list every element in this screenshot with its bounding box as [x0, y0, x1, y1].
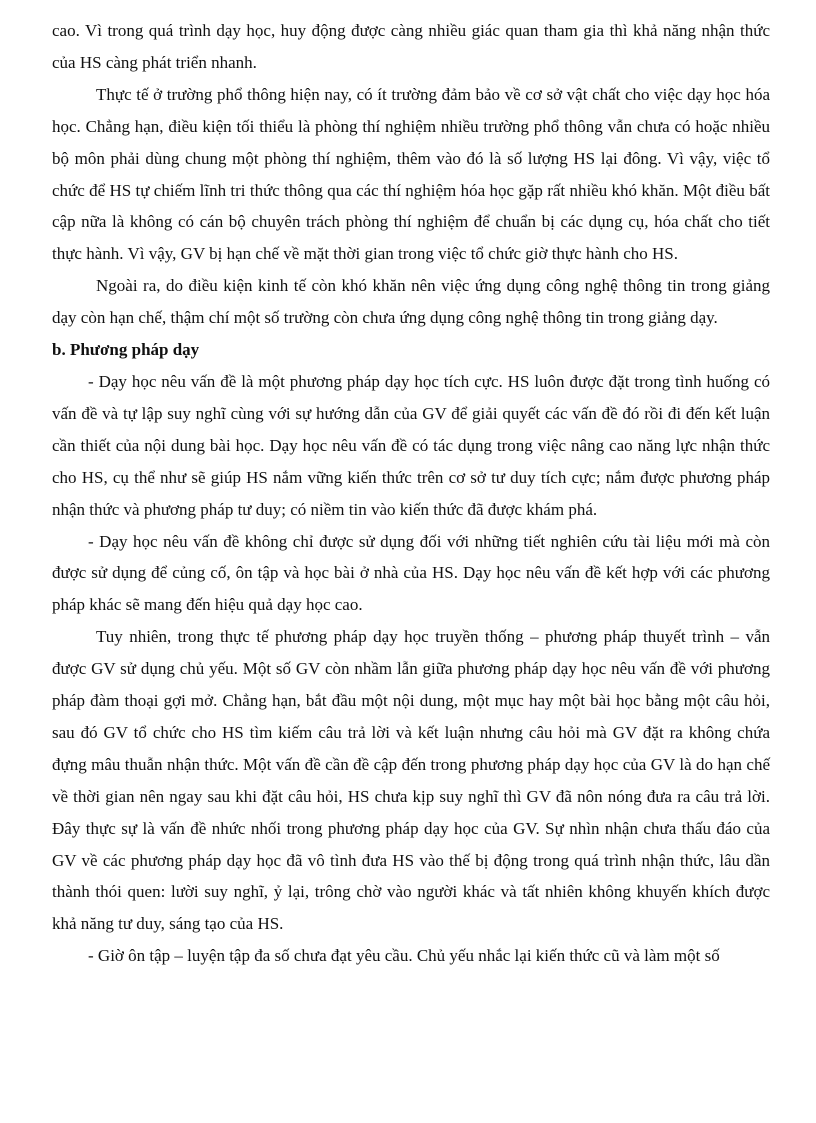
section-heading: b. Phương pháp dạy — [52, 340, 200, 360]
body-paragraph-facilities: Thực tế ở trường phổ thông hiện nay, có ít trường đảm bảo về cơ sở vật chất cho việc dạy học hóa học. Chẳng hạn, điều kiện tối thiểu là phòng thí nghiệm nhiều trường phổ thông vẫn chưa có hoặc nhiều bộ môn phải dùng chung một phòng thí nghiệm, thêm vào đó là số lượng HS lại đông. Vì vậy, việc tổ chức để HS tự chiếm lĩnh tri thức thông qua các thí nghiệm hóa học gặp rất nhiều khó khăn. Một điều bất cập nữa là không có cán bộ chuyên trách phòng thí nghiệm để chuẩn bị các dụng cụ, hóa chất cho tiết thực hành. Vì vậy, GV bị hạn chế về mặt thời gian trong việc tổ chức giờ thực hành cho HS. — [52, 84, 770, 264]
body-paragraph-reality: Tuy nhiên, trong thực tế phương pháp dạy học truyền thống – phương pháp thuyết trình – vẫn được GV sử dụng chủ yếu. Một số GV còn nhầm lẫn giữa phương pháp dạy học nêu vấn đề với phương pháp đàm thoại gợi mở. Chẳng hạn, bắt đầu một nội dung, một mục hay một bài học bằng một câu hỏi, sau đó GV tổ chức cho HS tìm kiếm câu trả lời và kết luận nhưng câu hỏi mà GV đặt ra không chứa đựng mâu thuẫn nhận thức. Một vấn đề cần đề cập đến trong phương pháp dạy học của GV là do hạn chế về thời gian nên ngay sau khi đặt câu hỏi, HS chưa kịp suy nghĩ thì GV đã nôn nóng đưa ra câu trả lời. Đây thực sự là vấn đề nhức nhối trong phương pháp dạy học của GV. Sự nhìn nhận chưa thấu đáo của GV về các phương pháp dạy học đã vô tình đưa HS vào thế bị động trong quá trình nhận thức, lâu dần thành thói quen: lười suy nghĩ, ỷ lại, trông chờ vào người khác và tất nhiên không khuyến khích được khả năng tư duy, sáng tạo của HS. — [52, 627, 770, 934]
dash-paragraph-usage: - Dạy học nêu vấn đề không chỉ được sử dụng đối với những tiết nghiên cứu tài liệu mới mà còn được sử dụng để củng cố, ôn tập và học bài ở nhà của HS. Dạy học nêu vấn đề kết hợp với các phương pháp khác sẽ mang đến hiệu quả dạy học cao. — [52, 531, 770, 615]
dash-paragraph-review: - Giờ ôn tập – luyện tập đa số chưa đạt yêu cầu. Chủ yếu nhắc lại kiến thức cũ và làm một số — [88, 946, 720, 966]
continuation-paragraph: cao. Vì trong quá trình dạy học, huy động được càng nhiều giác quan tham gia thì khả năng nhận thức của HS càng phát triển nhanh. — [52, 21, 770, 72]
dash-paragraph-problem-teaching: - Dạy học nêu vấn đề là một phương pháp dạy học tích cực. HS luôn được đặt trong tình huống có vấn đề và tự lập suy nghĩ cùng với sự hướng dẫn của GV để giải quyết các vấn đề đó rồi đi đến kết luận cần thiết của nội dung bài học. Dạy học nêu vấn đề có tác dụng trong việc nâng cao năng lực nhận thức cho HS, cụ thể như sẽ giúp HS nắm vững kiến thức trên cơ sở tư duy tích cực; nắm được phương pháp nhận thức và phương pháp tư duy; có niềm tin vào kiến thức đã được khám phá. — [52, 371, 770, 519]
page-content — [52, 15, 770, 972]
body-paragraph-it: Ngoài ra, do điều kiện kinh tế còn khó khăn nên việc ứng dụng công nghệ thông tin trong giảng dạy còn hạn chế, thậm chí một số trường còn chưa ứng dụng công nghệ thông tin trong giảng dạy. — [52, 276, 770, 328]
